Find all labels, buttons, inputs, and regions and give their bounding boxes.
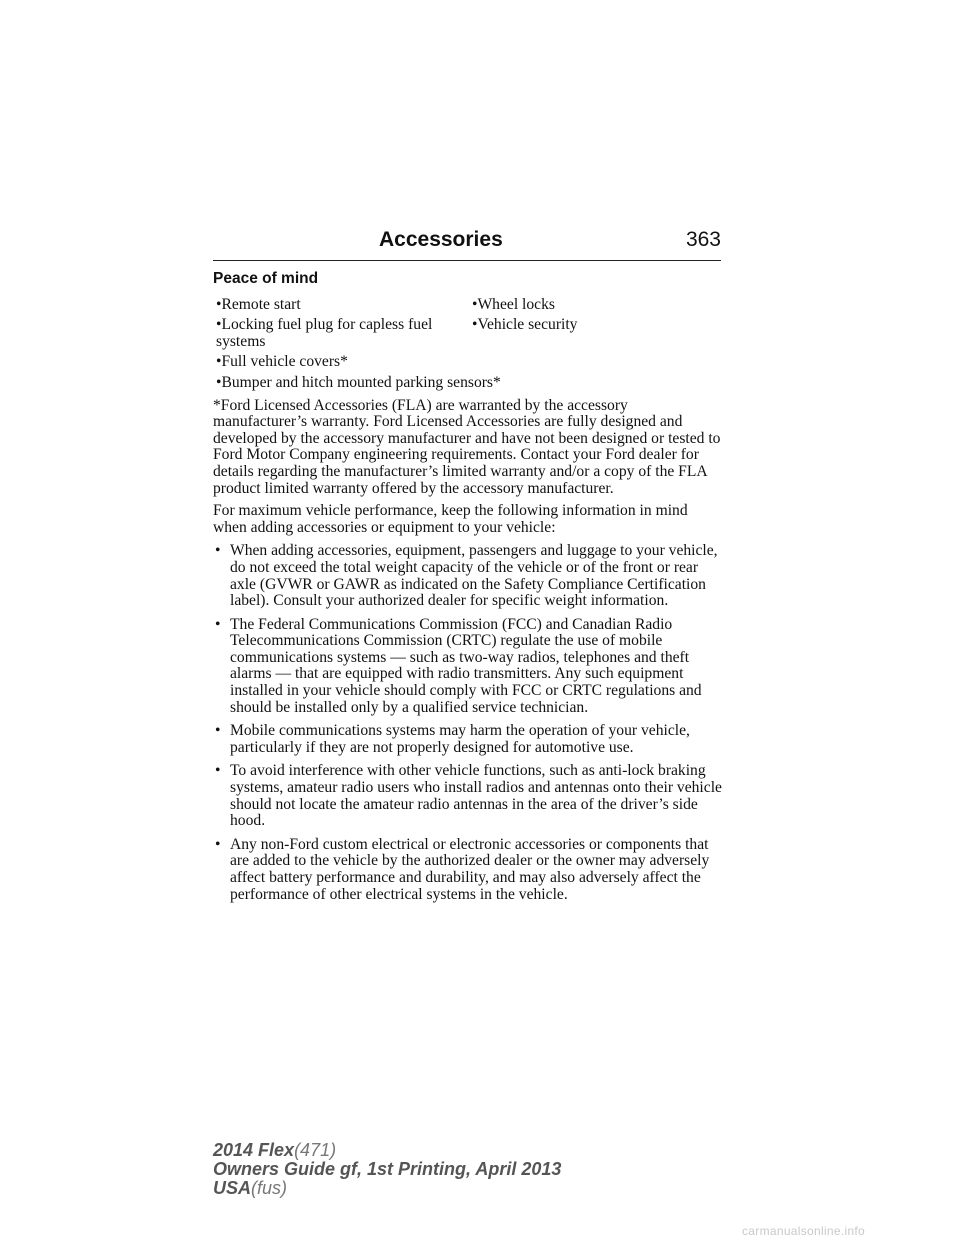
list-item-text: Any non-Ford custom electrical or electronic accessories or components that are added to the vehicle by the authorized dealer or the owner may adversely affect battery performance and durability, and may also adversely affect the performance of other electrical systems in the vehicle. <box>230 835 710 903</box>
accessory-item: •Remote start <box>216 295 301 313</box>
section-title: Peace of mind <box>213 270 319 287</box>
print-footer <box>213 1141 561 1198</box>
accessory-item: •Bumper and hitch mounted parking sensors* <box>216 373 501 391</box>
footer-line-model <box>213 1141 561 1160</box>
page-header <box>213 228 721 261</box>
accessory-item: •Vehicle security <box>472 316 578 334</box>
footer-model: 2014 Flex <box>213 1140 295 1160</box>
list-item <box>213 763 725 829</box>
chapter-title: Accessories <box>379 228 503 251</box>
list-item <box>213 837 725 903</box>
page-number: 363 <box>685 228 721 251</box>
list-item <box>213 543 725 609</box>
accessory-item: •Wheel locks <box>472 295 555 313</box>
accessory-item: •Locking fuel plug for capless fuel systems <box>216 316 433 350</box>
bullet-icon: • <box>215 762 221 780</box>
bullet-icon: • <box>215 615 221 633</box>
intro-paragraph: For maximum vehicle performance, keep the following information in mind when adding accessories or equipment to your vehicle: <box>213 502 688 536</box>
list-item <box>213 723 725 756</box>
bullet-icon: • <box>215 722 221 740</box>
accessory-list <box>213 297 725 351</box>
footer-market: USA <box>213 1178 252 1198</box>
list-item <box>213 617 725 717</box>
fla-note-paragraph: *Ford Licensed Accessories (FLA) are warranted by the accessory manufacturer’s warranty. Ford Licensed Accessories are fully designed and developed by the accessory manufacturer and have not been designed or tested to Ford Motor Company engineering requirements. Contact your Ford dealer for details regarding the manufacturer’s limited warranty and/or a copy of the FLA product limited warranty offered by the accessory manufacturer. <box>213 396 721 497</box>
list-item-text: When adding accessories, equipment, passengers and luggage to your vehicle, do not exceed the total weight capacity of the vehicle or of the front or rear axle (GVWR or GAWR as indicated on the Safety Compliance Certification label). Consult your authorized dealer for specific weight information. <box>230 542 718 610</box>
footer-model-code: (471) <box>294 1140 337 1160</box>
list-item-text: The Federal Communications Commission (FCC) and Canadian Radio Telecommunications Commission (CRTC) regulate the use of mobile communications systems — such as two-way radios, telephones and theft alarms — that are equipped with radio transmitters. Any such equipment installed in your vehicle should comply with FCC or CRTC regulations and should be installed only by a qualified service technician. <box>230 615 702 716</box>
list-item-text: To avoid interference with other vehicle functions, such as anti-lock braking systems, amateur radio users who install radios and antennas onto their vehicle should not locate the amateur radio antennas in the area of the driver’s side hood. <box>230 762 722 830</box>
watermark: carmanualsonline.info <box>742 1224 866 1238</box>
footer-line-market <box>213 1179 561 1198</box>
bullet-list <box>213 543 725 903</box>
footer-printing: Owners Guide gf, 1st Printing, April 2013 <box>213 1159 562 1179</box>
accessory-item: •Full vehicle covers* <box>216 353 348 371</box>
list-item-text: Mobile communications systems may harm the operation of your vehicle, particularly if they are not properly designed for automotive use. <box>230 722 690 756</box>
bullet-icon: • <box>215 542 221 560</box>
bullet-icon: • <box>215 835 221 853</box>
page-body <box>213 271 725 910</box>
footer-market-code: (fus) <box>251 1178 288 1198</box>
